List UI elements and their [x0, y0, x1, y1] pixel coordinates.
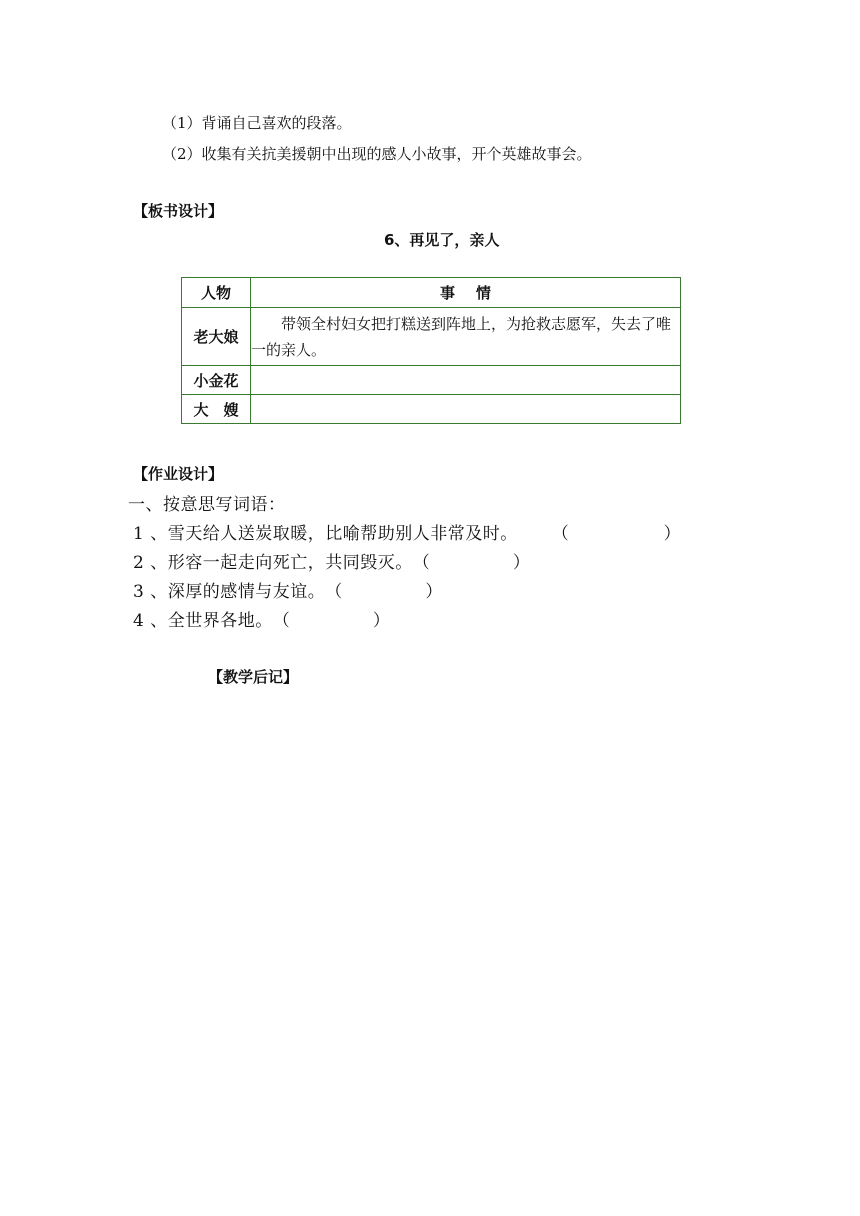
homework-item-text: 1 、雪天给人送炭取暖，比喻帮助别人非常及时。: [133, 524, 518, 544]
homework-item-text: 4 、全世界各地。: [133, 611, 273, 631]
board-design-heading: 【板书设计】: [133, 202, 224, 220]
homework-heading: 【作业设计】: [133, 465, 224, 483]
homework-item: [133, 548, 530, 573]
column-header-person: 人物: [182, 278, 251, 308]
column-header-event: 事 情: [251, 278, 681, 308]
board-title: 6、再见了，亲人: [384, 231, 500, 249]
homework-item-text: 3 、深厚的感情与友谊。: [133, 582, 326, 602]
activity-1: （1）背诵自己喜欢的段落。: [162, 114, 352, 132]
answer-blank[interactable]: （ ）: [412, 553, 531, 573]
answer-blank[interactable]: （ ）: [325, 582, 443, 602]
table-header-row: [182, 278, 681, 308]
board-table: [181, 277, 681, 424]
person-cell: 大 嫂: [182, 395, 251, 424]
person-cell: 老大娘: [182, 308, 251, 366]
table-row: [182, 395, 681, 424]
table-row: [182, 308, 681, 366]
answer-blank[interactable]: （ ）: [551, 524, 682, 544]
homework-item-text: 2 、形容一起走向死亡，共同毁灭。: [133, 553, 413, 573]
homework-item: [133, 577, 443, 602]
person-cell: 小金花: [182, 366, 251, 395]
homework-item: [133, 519, 681, 544]
table-row: [182, 366, 681, 395]
homework-instruction: 一、按意思写词语：: [128, 495, 286, 515]
event-cell: [251, 366, 681, 395]
event-cell: 带领全村妇女把打糕送到阵地上，为抢救志愿军，失去了唯一的亲人。: [251, 308, 681, 366]
homework-item: [133, 606, 390, 631]
postscript-heading: 【教学后记】: [208, 668, 299, 686]
event-cell: [251, 395, 681, 424]
activity-2: （2）收集有关抗美援朝中出现的感人小故事，开个英雄故事会。: [162, 145, 592, 163]
answer-blank[interactable]: （ ）: [272, 611, 391, 631]
